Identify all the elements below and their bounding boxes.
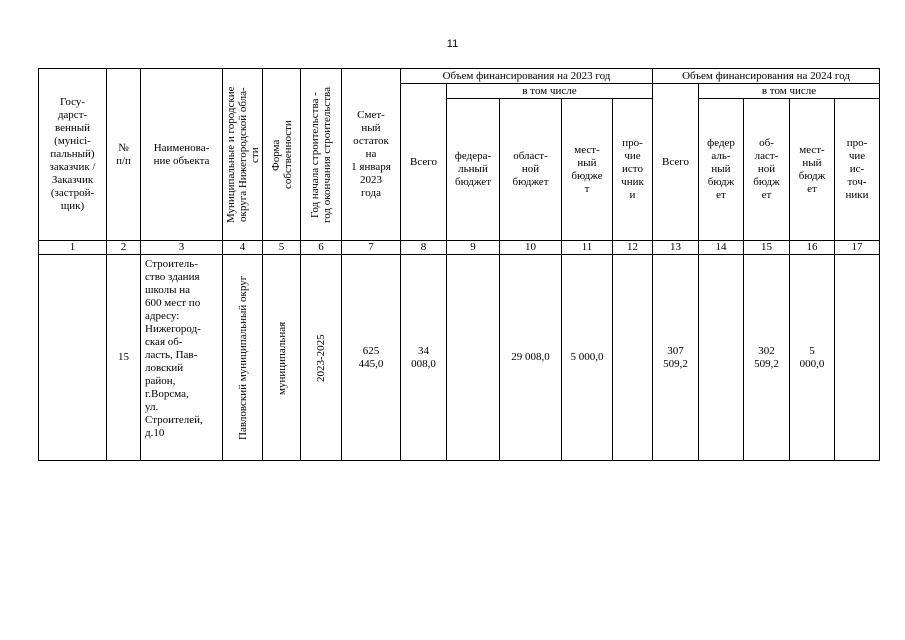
cell-federal-2023 [447,255,500,461]
column-number: 6 [301,241,342,255]
header-fin-2023: Объем финансирования на 2023 год [401,69,653,84]
column-number-row [39,241,880,255]
table-row [39,255,880,461]
column-number: 17 [835,241,880,255]
header-number: № п/п [107,69,141,241]
header-estimate: Смет- ный остаток на 1 января 2023 года [342,69,401,241]
column-number: 12 [613,241,653,255]
cell-regional-2024: 302 509,2 [744,255,790,461]
header-total-2023: Всего [401,84,447,241]
column-number: 16 [790,241,835,255]
column-number: 5 [263,241,301,255]
header-federal-2023: федера- льный бюджет [447,99,500,241]
cell-local-2024: 5 000,0 [790,255,835,461]
column-number: 1 [39,241,107,255]
header-fin-2024: Объем финансирования на 2024 год [653,69,880,84]
column-number: 14 [699,241,744,255]
header-local-2023: мест- ный бюдже т [562,99,613,241]
cell-total-2023: 34 008,0 [401,255,447,461]
header-regional-2023: област- ной бюджет [500,99,562,241]
column-number: 3 [141,241,223,255]
cell-years-cell [301,255,342,461]
cell-regional-2023: 29 008,0 [500,255,562,461]
cell-federal-2024 [699,255,744,461]
cell-total-2024: 307 509,2 [653,255,699,461]
header-ownership: Форма собственности [269,120,294,189]
column-number: 13 [653,241,699,255]
column-number: 8 [401,241,447,255]
financing-table [38,68,880,461]
header-municipality: Муниципальные и городские округа Нижегородской обла- сти [224,86,261,223]
cell-years: 2023-2025 [315,333,327,382]
header-ownership-cell [263,69,301,241]
column-number: 2 [107,241,141,255]
cell-ownership: муниципальная [275,320,288,395]
column-number: 11 [562,241,613,255]
cell-municipality: Павловский муниципальный округ [236,275,249,440]
page-number: 11 [446,38,459,50]
column-number: 15 [744,241,790,255]
header-municipality-cell [223,69,263,241]
cell-estimate: 625 445,0 [342,255,401,461]
column-number: 9 [447,241,500,255]
cell-object-name: Строитель- ство здания школы на 600 мест по адресу: Нижегород- ская об- ласть, Пав- ловский район, г.Ворсма, ул. Строителей, д.10 [141,255,223,461]
cell-ownership-cell [263,255,301,461]
header-including-2023: в том числе [447,84,653,99]
header-local-2024: мест- ный бюдж ет [790,99,835,241]
header-customer: Госу- дарст- венный (мунici- пальный) заказчик / Заказчик (застрой- щик) [39,69,107,241]
cell-local-2023: 5 000,0 [562,255,613,461]
cell-number: 15 [107,255,141,461]
header-including-2024: в том числе [699,84,880,99]
header-years-cell [301,69,342,241]
cell-customer [39,255,107,461]
cell-municipality-cell [223,255,263,461]
column-number: 4 [223,241,263,255]
column-number: 7 [342,241,401,255]
header-total-2024: Всего [653,84,699,241]
header-object-name: Наименова- ние объекта [141,69,223,241]
column-number: 10 [500,241,562,255]
header-years: Год начала строительства - год окончания строительства [309,86,333,223]
header-other-2023: про- чие исто чник и [613,99,653,241]
cell-other-2023 [613,255,653,461]
header-other-2024: про- чие ис- точ- ники [835,99,880,241]
header-regional-2024: об- ласт- ной бюдж ет [744,99,790,241]
cell-other-2024 [835,255,880,461]
header-federal-2024: федер аль- ный бюдж ет [699,99,744,241]
